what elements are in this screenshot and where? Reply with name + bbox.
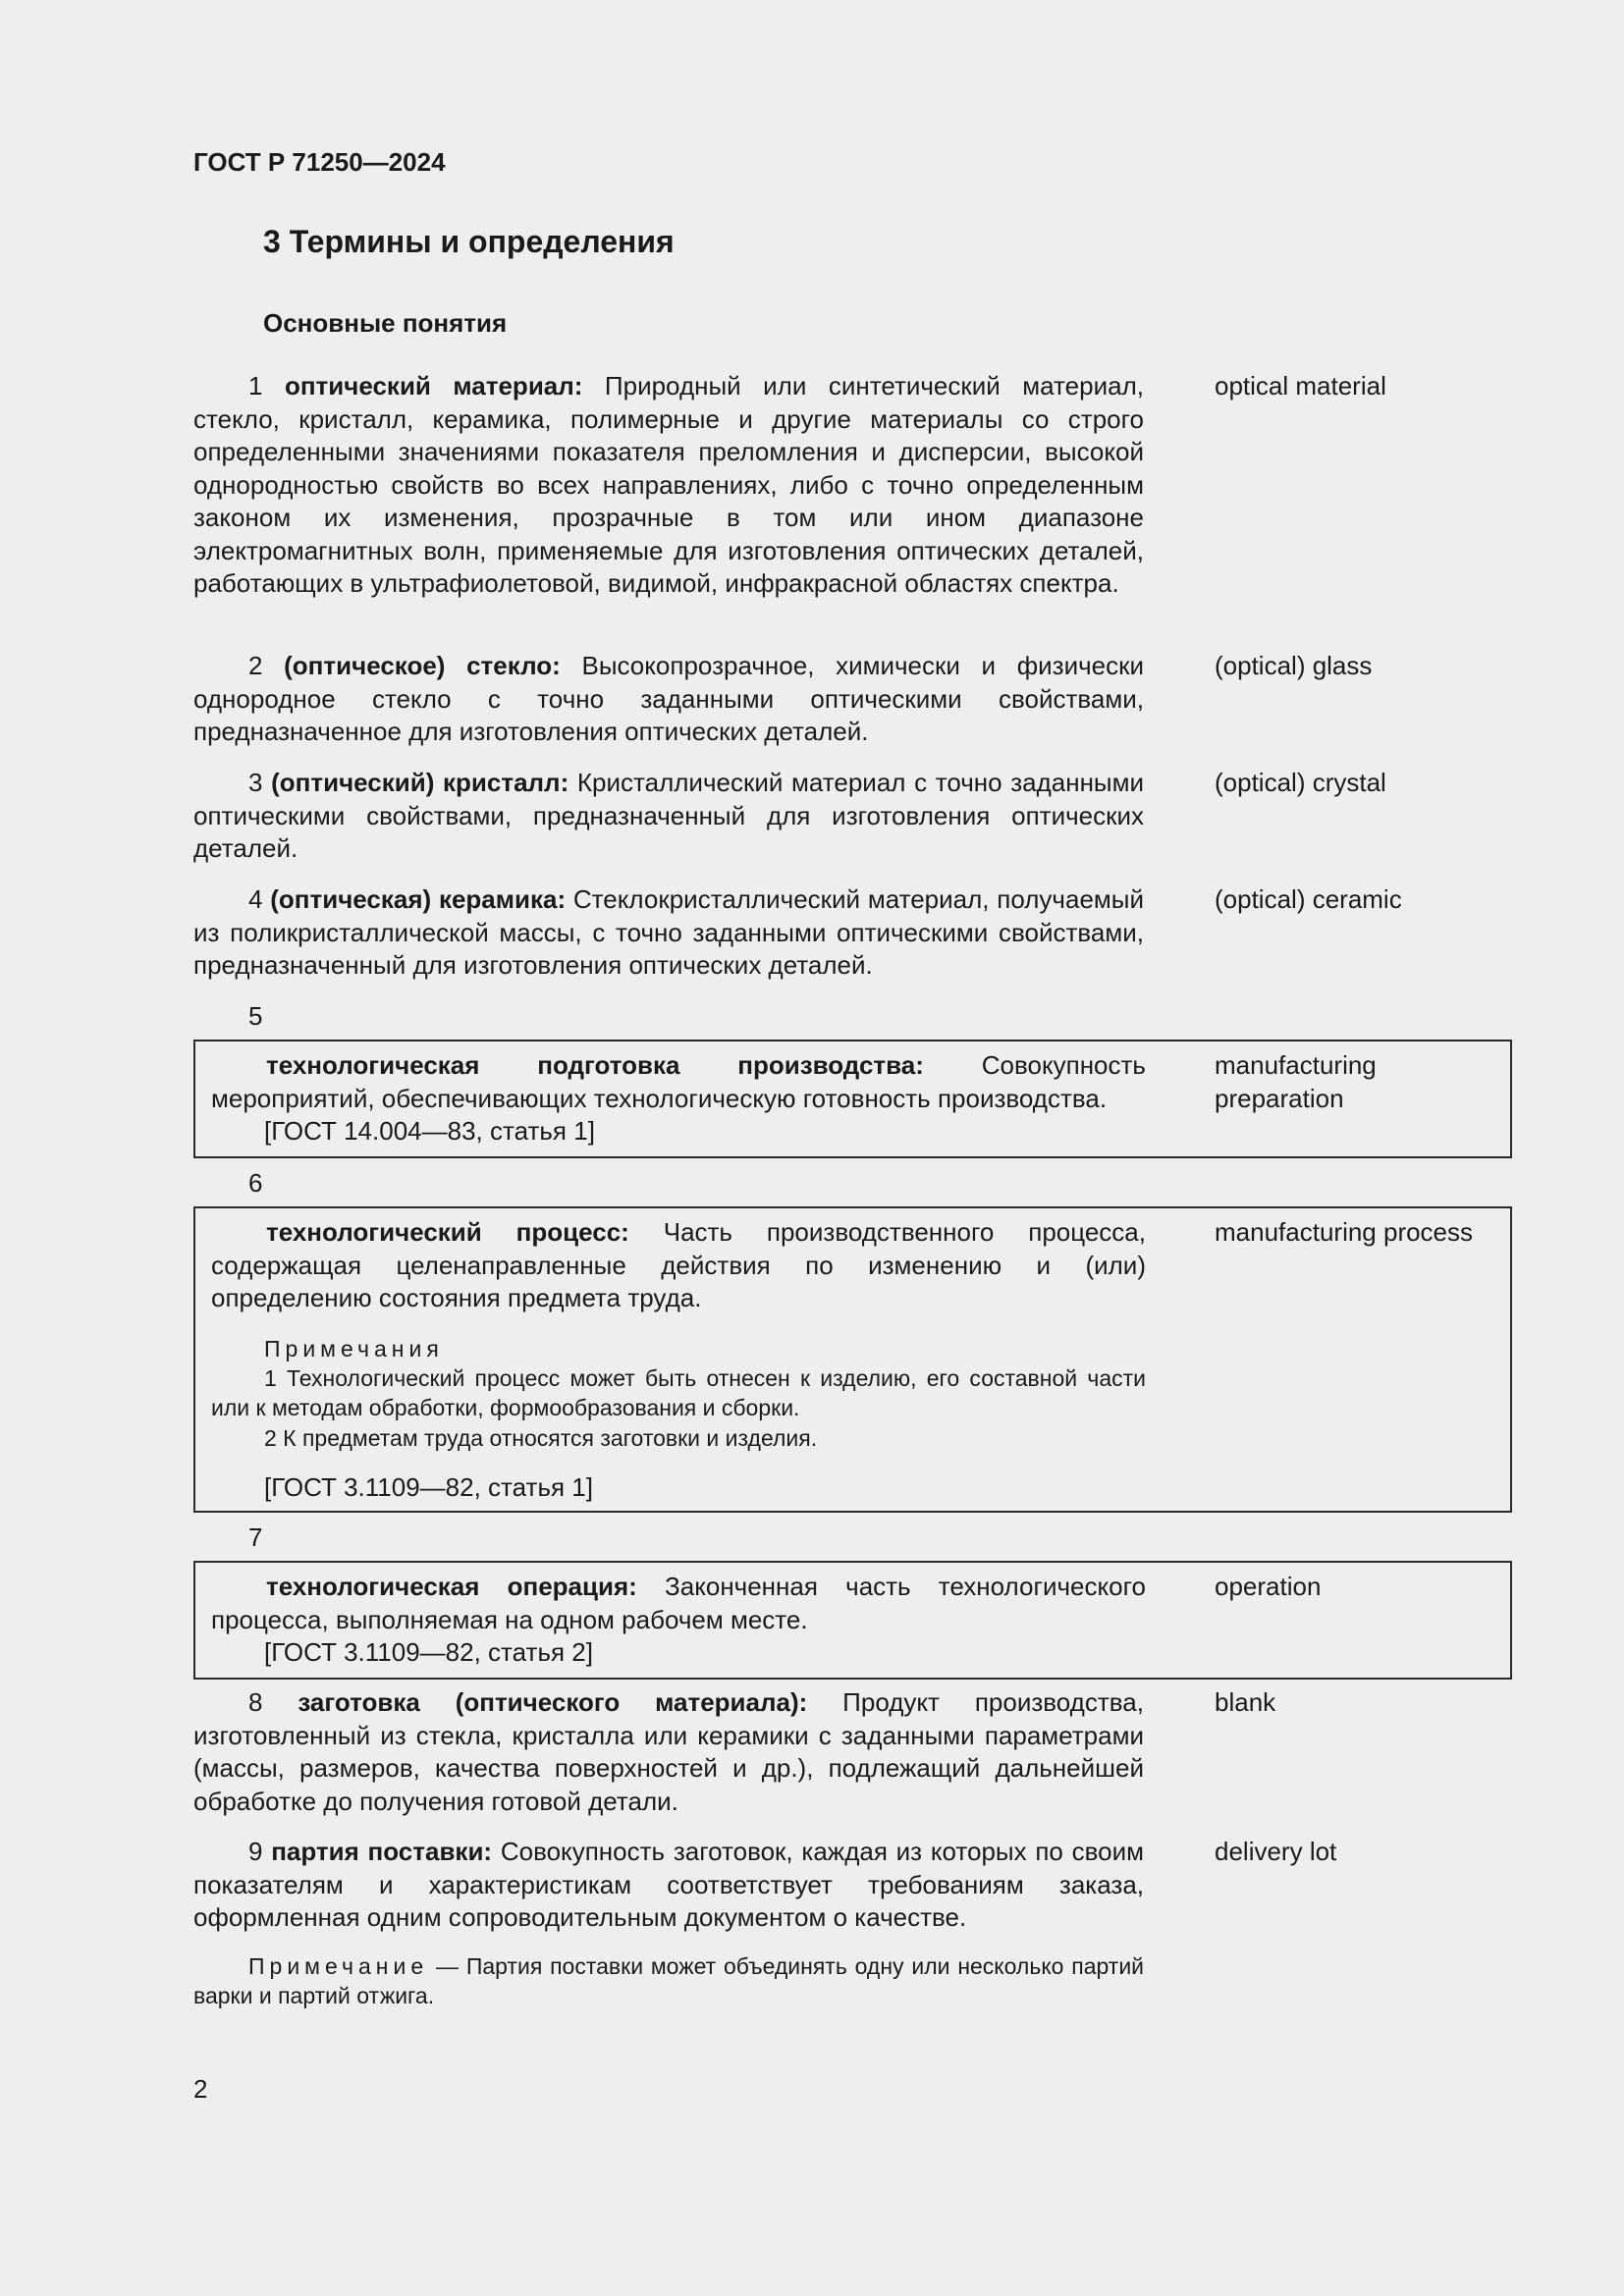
term-2-definition: Высокопрозрачное, химически и физически однородное стекло с точно заданными оптическими свойствами, предназначенное для изготовления оптических деталей.: [193, 651, 1145, 746]
term-2-number: 2: [248, 651, 263, 680]
term-4-english: (optical) ceramic: [1215, 884, 1402, 914]
term-7-definition: Законченная часть технологического процесса, выполняемая на одном рабочем месте.: [211, 1572, 1146, 1634]
term-1: [193, 370, 1144, 601]
term-6-name: технологический процесс:: [266, 1217, 629, 1247]
term-6-number: 6: [248, 1168, 263, 1198]
term-9-note: [193, 1951, 1144, 2010]
term-2-english: (optical) glass: [1215, 651, 1373, 680]
term-5-box: [193, 1040, 1512, 1158]
term-9-note-dash: —: [435, 1953, 459, 1979]
term-2-name: (оптическое) стекло:: [284, 651, 561, 680]
term-9-number: 9: [248, 1837, 263, 1866]
term-8-name: заготовка (оптического материала):: [298, 1687, 808, 1717]
term-5-definition: Совокупность мероприятий, обеспечивающих технологическую готовность производства.: [211, 1050, 1146, 1113]
term-6-note-1: 1 Технологический процесс может быть отнесен к изделию, его составной части или к методам обработки, формообразования и сборки.: [211, 1365, 1146, 1420]
term-1-number: 1: [248, 371, 263, 400]
term-9: [193, 1836, 1144, 1935]
term-5-name: технологическая подготовка производства:: [266, 1050, 924, 1080]
term-8-definition: Продукт производства, изготовленный из стекла, кристалла или керамики с заданными параметрами (массы, размеров, качества поверхностей и др.), подлежащий дальнейшей обработке до получения готовой детали.: [193, 1687, 1144, 1816]
term-5: [211, 1049, 1146, 1115]
term-6-box: [193, 1206, 1512, 1513]
term-7-name: технологическая операция:: [266, 1572, 637, 1601]
term-1-definition: Природный или синтетический материал, стекло, кристалл, керамика, полимерные и другие материалы со строго определенными значениями показателя преломления и дисперсии, высокой однородностью свойств во всех направлениях, либо с точно определенным законом их изменения, прозрачные в том или ином диапазоне электромагнитных волн, применяемые для изготовления оптических деталей, работающих в ультрафиолетовой, видимой, инфракрасной областях спектра.: [193, 371, 1144, 598]
term-8: [193, 1686, 1144, 1818]
term-7: [211, 1571, 1146, 1636]
term-3-name: (оптический) кристалл:: [271, 768, 569, 797]
term-5-reference: [ГОСТ 14.004—83, статья 1]: [264, 1116, 595, 1146]
term-6-english: manufacturing process: [1215, 1217, 1474, 1247]
page-number: 2: [193, 2074, 208, 2104]
term-7-box: [193, 1561, 1512, 1680]
term-9-name: партия поставки:: [271, 1837, 493, 1866]
term-9-note-text: Партия поставки может объединять одну или несколько партий варки и партий отжига.: [193, 1953, 1145, 2008]
term-7-reference: [ГОСТ 3.1109—82, статья 2]: [264, 1637, 593, 1667]
term-8-english: blank: [1215, 1687, 1276, 1717]
term-1-name: оптический материал:: [284, 371, 583, 400]
term-5-number: 5: [248, 1001, 263, 1031]
term-5-english: manufacturing preparation: [1215, 1050, 1377, 1113]
term-6-definition: Часть производственного процесса, содержащая целенаправленные действия по изменению и (или) определению состояния предмета труда.: [211, 1217, 1146, 1312]
term-6-note-2: 2 К предметам труда относятся заготовки и изделия.: [264, 1425, 818, 1451]
term-3-number: 3: [248, 768, 263, 797]
term-6-reference: [ГОСТ 3.1109—82, статья 1]: [264, 1472, 593, 1502]
term-3-english: (optical) crystal: [1215, 768, 1386, 797]
term-9-english: delivery lot: [1215, 1837, 1337, 1866]
term-4: [193, 883, 1144, 983]
term-7-english: operation: [1215, 1572, 1322, 1601]
term-9-note-label: Примечание: [248, 1953, 429, 1979]
term-9-definition: Совокупность заготовок, каждая из которых по своим показателям и характеристикам соответствует требованиям заказа, оформленная одним сопроводительным документом о качестве.: [193, 1837, 1144, 1932]
term-3-definition: Кристаллический материал с точно заданными оптическими свойствами, предназначенный для изготовления оптических деталей.: [193, 768, 1145, 863]
term-8-number: 8: [248, 1687, 263, 1717]
term-2: [193, 650, 1144, 749]
subsection-title: Основные понятия: [263, 308, 508, 338]
term-6: [211, 1216, 1146, 1315]
term-1-english: optical material: [1215, 371, 1386, 400]
term-4-name: (оптическая) керамика:: [270, 884, 567, 914]
term-7-number: 7: [248, 1522, 263, 1552]
term-6-notes-heading: Примечания: [264, 1336, 444, 1362]
term-4-definition: Стеклокристаллический материал, получаемый из поликристаллической массы, с точно заданными оптическими свойствами, предназначенный для изготовления оптических деталей.: [193, 884, 1144, 980]
section-title: 3 Термины и определения: [263, 224, 675, 259]
document-header: ГОСТ Р 71250—2024: [193, 147, 446, 177]
term-3: [193, 767, 1144, 866]
term-4-number: 4: [248, 884, 263, 914]
